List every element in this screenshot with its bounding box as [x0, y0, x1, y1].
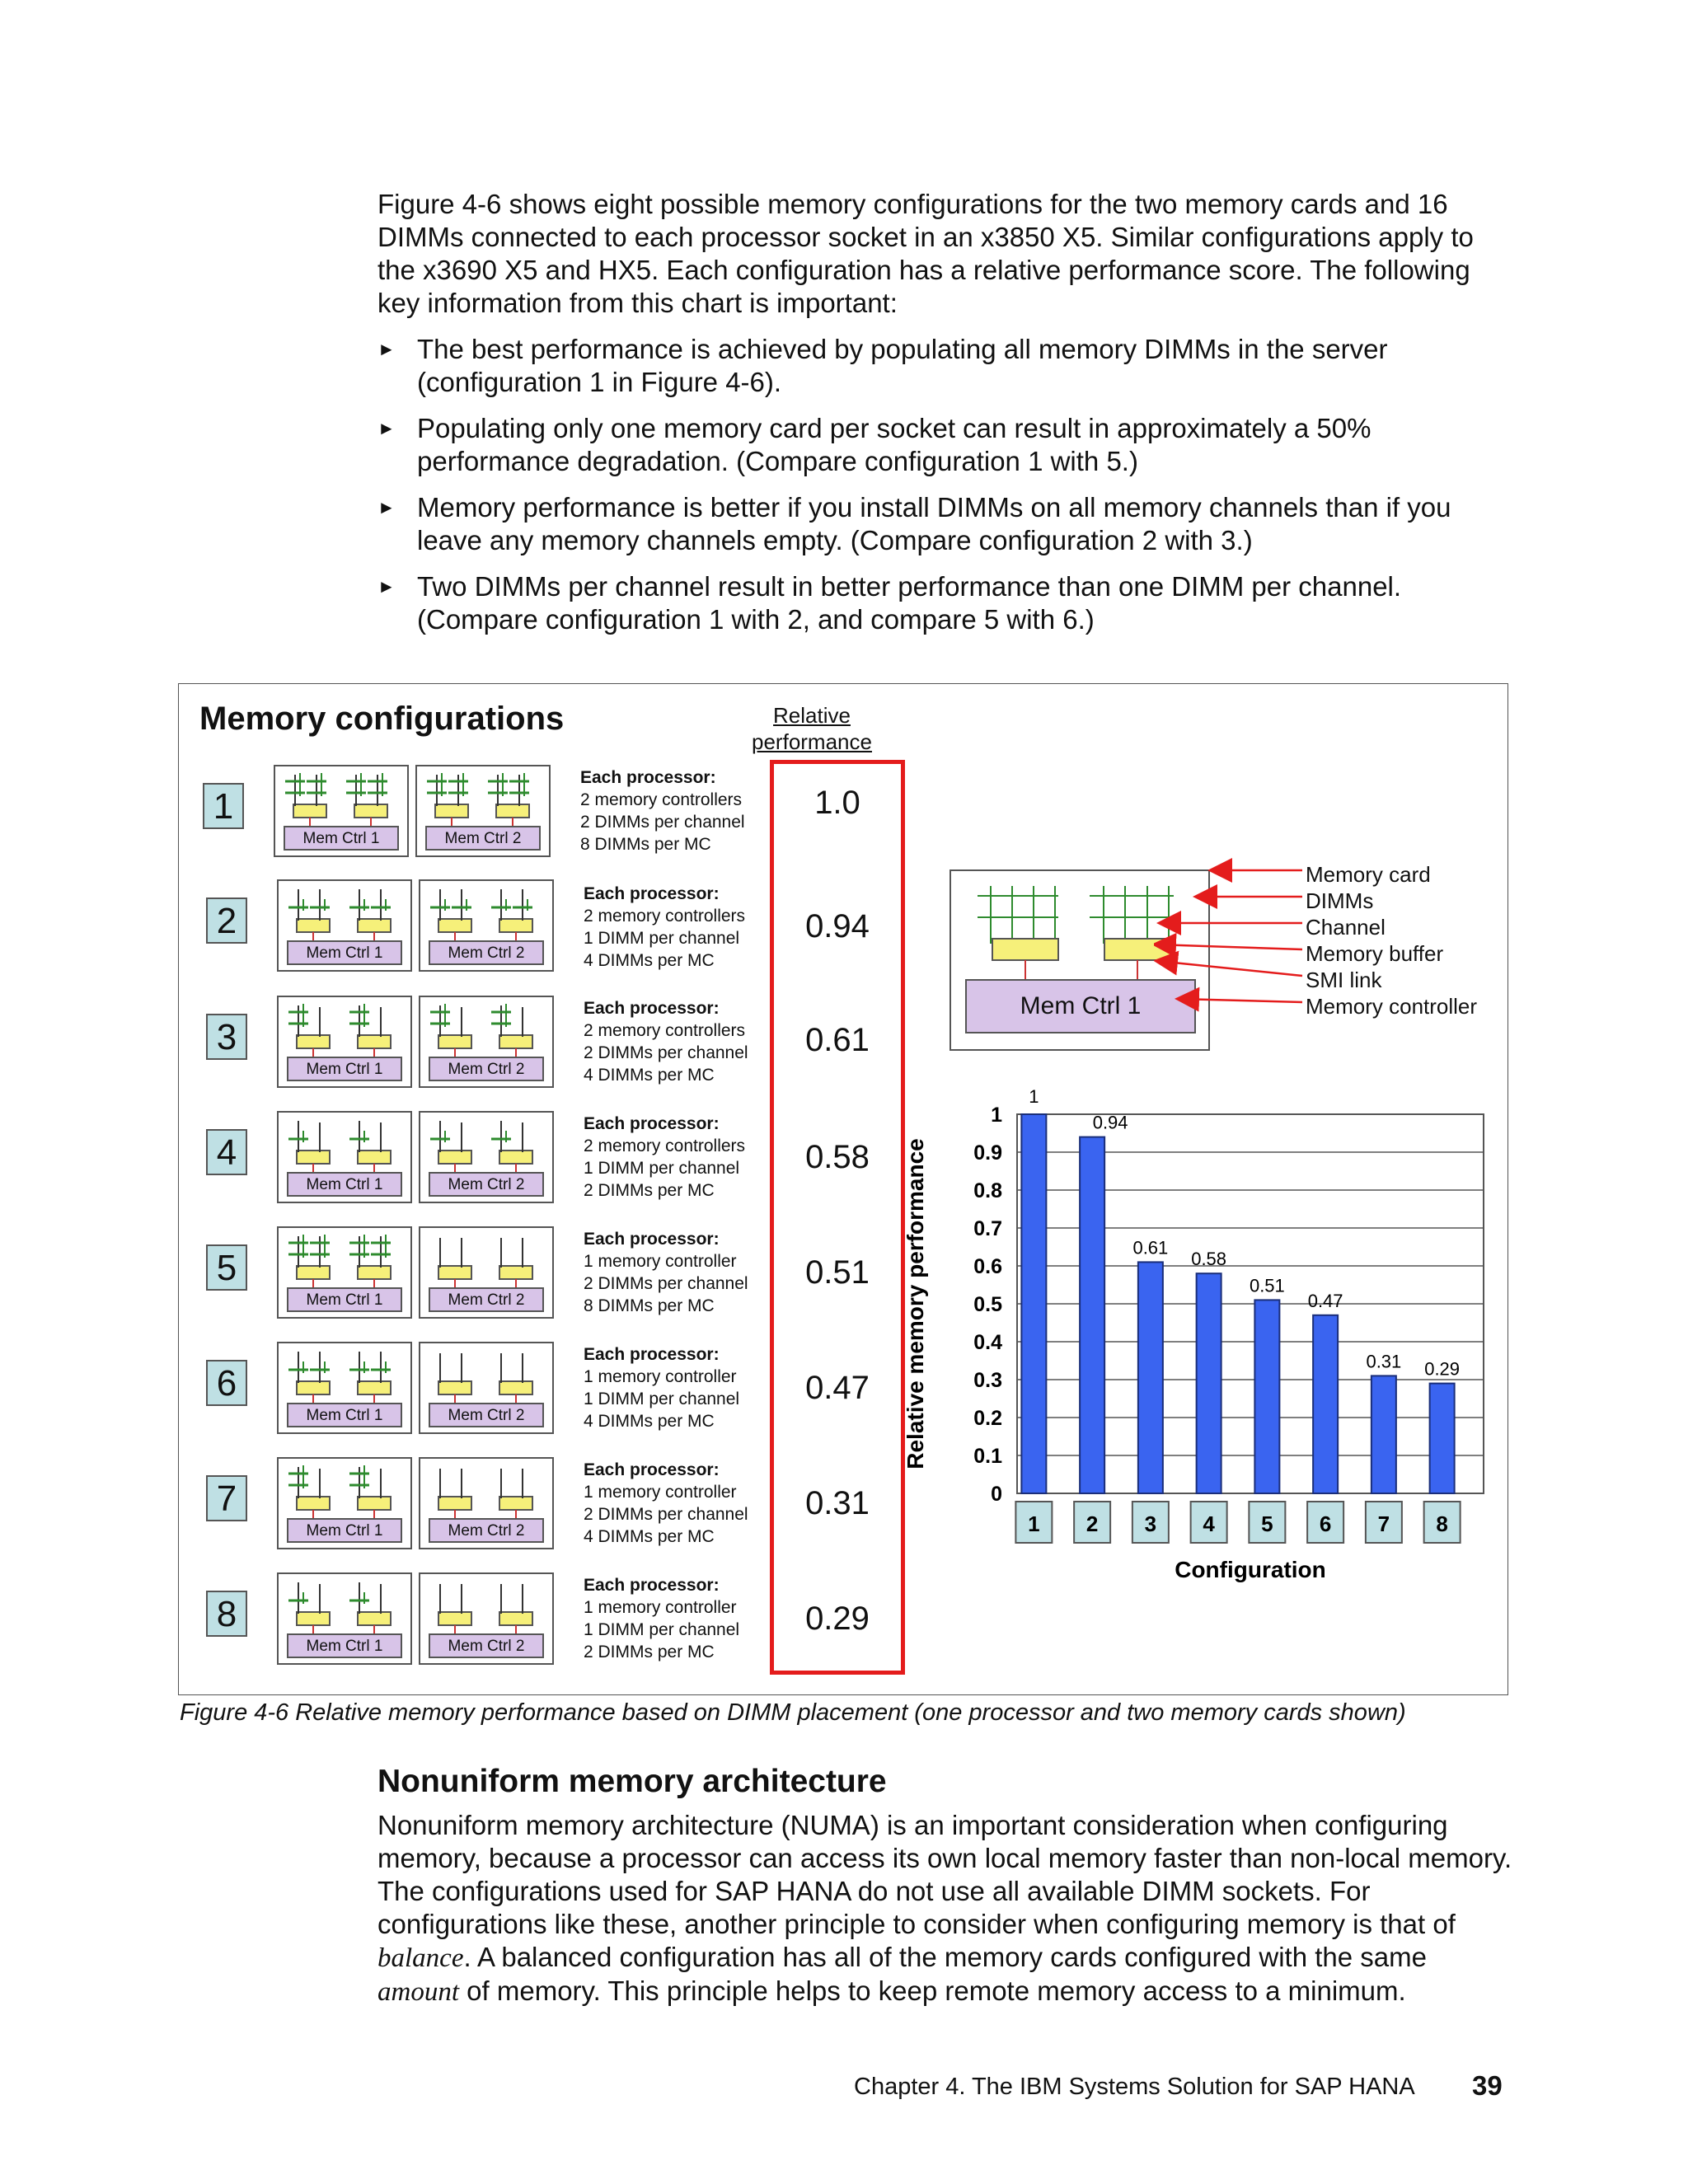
x-tick-label: 6 [1319, 1511, 1332, 1536]
memory-card-1 [277, 1342, 412, 1434]
memory-card-2 [415, 765, 551, 857]
mem-ctrl-label: Mem Ctrl 1 [284, 826, 399, 851]
data-label: 1 [1029, 1086, 1039, 1107]
memory-card-2 [419, 1457, 554, 1549]
config-number: 6 [206, 1360, 247, 1406]
dimm-diagram [279, 1459, 414, 1525]
bar [1372, 1376, 1396, 1493]
dimm-diagram [420, 1459, 556, 1525]
x-tick-label: 3 [1144, 1511, 1157, 1536]
y-tick-label: 0.5 [973, 1293, 1002, 1316]
mem-ctrl-label: Mem Ctrl 2 [429, 1518, 544, 1543]
y-tick-label: 0.8 [973, 1179, 1002, 1202]
bullet-item: ► Populating only one memory card per socket can result in approximately a 50% performance degradation. (Compare configuration 1 with 5.) [377, 413, 1372, 476]
config-number: 4 [206, 1129, 247, 1175]
relative-performance-value: 0.29 [805, 1601, 870, 1637]
mem-ctrl-label: Mem Ctrl 2 [429, 1287, 544, 1312]
memory-card-1 [277, 879, 412, 972]
dimm-diagram [279, 881, 414, 947]
relative-performance-value: 1.0 [814, 785, 860, 821]
page-footer: Chapter 4. The IBM Systems Solution for SAP HANA [854, 2074, 1415, 2100]
data-label: 0.47 [1307, 1290, 1343, 1311]
x-tick-label: 7 [1377, 1511, 1390, 1536]
config-description: Each processor: 2 memory controllers 1 DIMM per channel 4 DIMMs per MC [584, 884, 746, 970]
dimm-diagram [279, 997, 414, 1063]
memory-card-2 [419, 1226, 554, 1319]
config-number: 3 [206, 1014, 247, 1060]
data-label: 0.61 [1132, 1237, 1169, 1258]
y-tick-label: 0.3 [973, 1369, 1002, 1392]
dimm-diagram [279, 1574, 414, 1640]
x-tick-label: 2 [1085, 1511, 1099, 1536]
relative-performance-value: 0.51 [805, 1254, 870, 1291]
memory-card-1 [277, 1572, 412, 1665]
dimm-diagram [420, 1228, 556, 1294]
mem-ctrl-label: Mem Ctrl 1 [287, 1403, 402, 1427]
config-number: 1 [203, 783, 244, 829]
bullet-arrow-icon: ► [377, 418, 396, 438]
mem-ctrl-label: Mem Ctrl 1 [287, 940, 402, 965]
dimm-diagram [420, 1113, 556, 1179]
config-description: Each processor: 1 memory controller 1 DIMM per channel 4 DIMMs per MC [584, 1345, 740, 1431]
mem-ctrl-label: Mem Ctrl 2 [429, 1172, 544, 1197]
y-tick-label: 0 [991, 1483, 1002, 1506]
legend-memctrl-label: Mem Ctrl 1 [1020, 992, 1142, 1019]
relative-performance-value: 0.47 [805, 1370, 870, 1406]
data-label: 0.29 [1424, 1358, 1461, 1380]
dimm-diagram [420, 881, 556, 947]
config-description: Each processor: 2 memory controllers 1 DIMM per channel 2 DIMMs per MC [584, 1114, 746, 1200]
data-label: 0.31 [1366, 1351, 1402, 1372]
figure-caption: Figure 4-6 Relative memory performance based on DIMM placement (one processor and two memory cards shown) [180, 1699, 1406, 1726]
x-tick-label: 1 [1028, 1511, 1040, 1536]
y-tick-label: 1 [991, 1104, 1002, 1127]
x-tick-label: 8 [1436, 1511, 1448, 1536]
relative-performance-value: 0.31 [805, 1485, 870, 1521]
mem-ctrl-label: Mem Ctrl 1 [287, 1172, 402, 1197]
memory-card-2 [419, 1111, 554, 1203]
performance-highlight-box [770, 760, 905, 1675]
mem-ctrl-label: Mem Ctrl 2 [429, 1403, 544, 1427]
bullet-item: ► Two DIMMs per channel result in better performance than one DIMM per channel. (Compare configuration 1 with 2, and compare 5 with 6.) [377, 571, 1402, 635]
x-tick-label: 5 [1261, 1511, 1273, 1536]
relative-performance-value: 0.58 [805, 1139, 870, 1175]
legend-label-dimms: DIMMs [1306, 888, 1374, 913]
memory-card-1 [274, 765, 409, 857]
y-tick-label: 0.1 [973, 1445, 1002, 1468]
bar [1430, 1384, 1455, 1493]
data-label: 0.94 [1092, 1112, 1128, 1133]
bullet-arrow-icon: ► [377, 339, 396, 359]
memory-card-1 [277, 1457, 412, 1549]
bullet-item: ► The best performance is achieved by populating all memory DIMMs in the server (configuration 1 in Figure 4-6). [377, 334, 1388, 397]
mem-ctrl-label: Mem Ctrl 2 [425, 826, 541, 851]
bullet-arrow-icon: ► [377, 576, 396, 597]
relative-performance-value: 0.94 [805, 908, 870, 944]
y-tick-label: 0.9 [973, 1141, 1002, 1165]
page-number: 39 [1472, 2070, 1503, 2101]
bar [1254, 1300, 1279, 1493]
bar [1138, 1262, 1163, 1493]
y-tick-label: 0.4 [973, 1331, 1002, 1354]
dimm-diagram [420, 1343, 556, 1409]
mem-ctrl-label: Mem Ctrl 1 [287, 1633, 402, 1658]
mem-ctrl-label: Mem Ctrl 2 [429, 1057, 544, 1081]
config-number: 8 [206, 1591, 247, 1637]
memory-card-2 [419, 996, 554, 1088]
x-tick-label: 4 [1203, 1511, 1215, 1536]
memory-card-2 [419, 879, 554, 972]
y-tick-label: 0.2 [973, 1407, 1002, 1430]
config-number: 5 [206, 1244, 247, 1291]
memory-card-2 [419, 1342, 554, 1434]
relative-performance-value: 0.61 [805, 1022, 870, 1058]
mem-ctrl-label: Mem Ctrl 1 [287, 1057, 402, 1081]
performance-bar-chart [898, 1071, 1500, 1599]
dimm-diagram [420, 997, 556, 1063]
dimm-diagram [417, 766, 552, 832]
dimm-diagram [279, 1113, 414, 1179]
config-description: Each processor: 1 memory controller 2 DIMMs per channel 8 DIMMs per MC [584, 1230, 748, 1315]
memory-card-2 [419, 1572, 554, 1665]
bar [1313, 1315, 1338, 1493]
figure-title: Memory configurations [199, 701, 565, 737]
legend-arrows [1154, 857, 1311, 1022]
dimm-diagram [420, 1574, 556, 1640]
legend-label-memory-card: Memory card [1306, 862, 1431, 887]
mem-ctrl-label: Mem Ctrl 2 [429, 940, 544, 965]
y-axis-label: Relative memory performance [903, 1138, 928, 1469]
section-title: Nonuniform memory architecture [377, 1764, 887, 1799]
config-description: Each processor: 2 memory controllers 2 DIMMs per channel 8 DIMMs per MC [580, 768, 745, 854]
intro-paragraph: Figure 4-6 shows eight possible memory configurations for the two memory cards and 16 DIMMs connected to each processor socket in an x3850 X5. Similar configurations apply to the x3690 X5 and HX5. Each configuration has a relative performance score. The following key information from this chart is important: [377, 189, 1474, 318]
dimm-diagram [275, 766, 410, 832]
bullet-arrow-icon: ► [377, 497, 396, 518]
memory-card-1 [277, 996, 412, 1088]
mem-ctrl-label: Mem Ctrl 1 [287, 1287, 402, 1312]
legend-label-memory-controller: Memory controller [1306, 994, 1478, 1019]
memory-card-1 [277, 1111, 412, 1203]
config-description: Each processor: 1 memory controller 1 DIMM per channel 2 DIMMs per MC [584, 1576, 740, 1661]
bar [1080, 1137, 1104, 1493]
relative-performance-heading: Relative performance [752, 703, 872, 754]
dimm-diagram [279, 1343, 414, 1409]
legend-label-memory-buffer: Memory buffer [1306, 941, 1444, 966]
legend-label-channel: Channel [1306, 915, 1386, 940]
y-tick-label: 0.6 [973, 1255, 1002, 1278]
data-label: 0.58 [1191, 1249, 1227, 1270]
bar [1021, 1114, 1046, 1493]
config-description: Each processor: 1 memory controller 2 DIMMs per channel 4 DIMMs per MC [584, 1460, 748, 1546]
memory-card-1 [277, 1226, 412, 1319]
config-description: Each processor: 2 memory controllers 2 DIMMs per channel 4 DIMMs per MC [584, 999, 748, 1085]
numa-paragraph: Nonuniform memory architecture (NUMA) is an important consideration when configuring memory, because a processor can access its own local memory faster than non-local memory. The configurations used for SAP HANA do not use all available DIMM sockets. For configurations like these, another principle to consider when configuring memory is that of balance. A balanced configuration has all of the memory cards configured with the same amount of memory. This principle helps to keep remote memory access to a minimum. [377, 1810, 1512, 2007]
legend-label-smi-link: SMI link [1306, 968, 1382, 992]
x-axis-label: Configuration [1175, 1557, 1326, 1582]
config-number: 7 [206, 1475, 247, 1521]
key-points-list [377, 333, 1515, 649]
y-tick-label: 0.7 [973, 1217, 1002, 1240]
bullet-item: ► Memory performance is better if you install DIMMs on all memory channels than if you leave any memory channels empty. (Compare configuration 2 with 3.) [377, 492, 1451, 555]
mem-ctrl-label: Mem Ctrl 1 [287, 1518, 402, 1543]
data-label: 0.51 [1249, 1275, 1285, 1296]
bar [1197, 1273, 1221, 1493]
config-number: 2 [206, 898, 247, 944]
mem-ctrl-label: Mem Ctrl 2 [429, 1633, 544, 1658]
dimm-diagram [279, 1228, 414, 1294]
